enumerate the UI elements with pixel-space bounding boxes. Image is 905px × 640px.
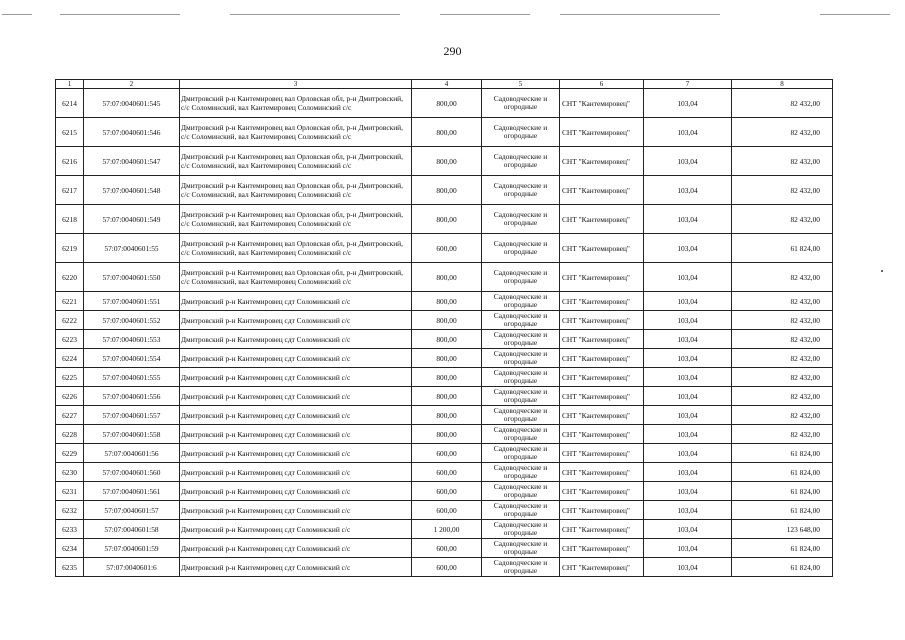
cadastral-number-cell: 57:07:0040601:546 — [84, 118, 180, 147]
table-row — [56, 539, 833, 558]
scan-dot — [881, 270, 883, 272]
rate-cell: 103,04 — [644, 349, 732, 368]
land-use-cell: Садоводческие и огородные — [482, 292, 560, 311]
column-header: 7 — [644, 80, 732, 89]
rate-cell: 103,04 — [644, 368, 732, 387]
land-use-cell: Садоводческие и огородные — [482, 482, 560, 501]
land-use-cell: Садоводческие и огородные — [482, 368, 560, 387]
table-row — [56, 234, 833, 263]
address-cell: Дмитровский р-н Кантемировец сдт Соломинский с/с — [180, 539, 412, 558]
cadastral-table — [55, 79, 833, 577]
land-use-cell: Садоводческие и огородные — [482, 205, 560, 234]
owner-cell: СНТ "Кантемировец" — [560, 368, 644, 387]
owner-cell: СНТ "Кантемировец" — [560, 482, 644, 501]
row-number-cell: 6233 — [56, 520, 84, 539]
cadastral-value-cell: 82 432,00 — [732, 311, 833, 330]
area-cell: 600,00 — [412, 234, 482, 263]
cadastral-number-cell: 57:07:0040601:561 — [84, 482, 180, 501]
rate-cell: 103,04 — [644, 118, 732, 147]
table-row — [56, 406, 833, 425]
cadastral-number-cell: 57:07:0040601:556 — [84, 387, 180, 406]
address-cell: Дмитровский р-н Кантемировец вал Орловская обл, р-н Дмитровский, с/с Соломинский, вал Кантемировец Соломинский с/с — [180, 118, 412, 147]
rate-cell: 103,04 — [644, 520, 732, 539]
cadastral-value-cell: 82 432,00 — [732, 330, 833, 349]
area-cell: 800,00 — [412, 147, 482, 176]
row-number-cell: 6226 — [56, 387, 84, 406]
table-row — [56, 368, 833, 387]
cadastral-number-cell: 57:07:0040601:558 — [84, 425, 180, 444]
rate-cell: 103,04 — [644, 406, 732, 425]
land-use-cell: Садоводческие и огородные — [482, 311, 560, 330]
owner-cell: СНТ "Кантемировец" — [560, 292, 644, 311]
scan-noise — [0, 14, 905, 20]
table-row — [56, 558, 833, 577]
row-number-cell: 6216 — [56, 147, 84, 176]
table-row — [56, 330, 833, 349]
address-cell: Дмитровский р-н Кантемировец сдт Соломинский с/с — [180, 482, 412, 501]
column-header: 3 — [180, 80, 412, 89]
row-number-cell: 6221 — [56, 292, 84, 311]
land-use-cell: Садоводческие и огородные — [482, 406, 560, 425]
cadastral-number-cell: 57:07:0040601:59 — [84, 539, 180, 558]
area-cell: 800,00 — [412, 349, 482, 368]
row-number-cell: 6222 — [56, 311, 84, 330]
owner-cell: СНТ "Кантемировец" — [560, 147, 644, 176]
area-cell: 800,00 — [412, 387, 482, 406]
area-cell: 600,00 — [412, 539, 482, 558]
cadastral-value-cell: 61 824,00 — [732, 558, 833, 577]
table-row — [56, 292, 833, 311]
land-use-cell: Садоводческие и огородные — [482, 444, 560, 463]
address-cell: Дмитровский р-н Кантемировец сдт Соломинский с/с — [180, 520, 412, 539]
owner-cell: СНТ "Кантемировец" — [560, 311, 644, 330]
column-header: 2 — [84, 80, 180, 89]
cadastral-number-cell: 57:07:0040601:552 — [84, 311, 180, 330]
table-row — [56, 89, 833, 118]
address-cell: Дмитровский р-н Кантемировец сдт Соломинский с/с — [180, 558, 412, 577]
table-row — [56, 520, 833, 539]
area-cell: 600,00 — [412, 444, 482, 463]
address-cell: Дмитровский р-н Кантемировец сдт Соломинский с/с — [180, 444, 412, 463]
cadastral-value-cell: 82 432,00 — [732, 118, 833, 147]
cadastral-value-cell: 82 432,00 — [732, 387, 833, 406]
cadastral-number-cell: 57:07:0040601:550 — [84, 263, 180, 292]
area-cell: 800,00 — [412, 368, 482, 387]
cadastral-value-cell: 82 432,00 — [732, 349, 833, 368]
column-header-row — [56, 80, 833, 89]
cadastral-number-cell: 57:07:0040601:560 — [84, 463, 180, 482]
row-number-cell: 6235 — [56, 558, 84, 577]
row-number-cell: 6219 — [56, 234, 84, 263]
area-cell: 600,00 — [412, 463, 482, 482]
row-number-cell: 6227 — [56, 406, 84, 425]
cadastral-number-cell: 57:07:0040601:548 — [84, 176, 180, 205]
table-row — [56, 482, 833, 501]
land-use-cell: Садоводческие и огородные — [482, 234, 560, 263]
area-cell: 600,00 — [412, 501, 482, 520]
address-cell: Дмитровский р-н Кантемировец сдт Соломинский с/с — [180, 368, 412, 387]
column-header: 1 — [56, 80, 84, 89]
row-number-cell: 6220 — [56, 263, 84, 292]
owner-cell: СНТ "Кантемировец" — [560, 118, 644, 147]
table-row — [56, 444, 833, 463]
rate-cell: 103,04 — [644, 387, 732, 406]
owner-cell: СНТ "Кантемировец" — [560, 176, 644, 205]
rate-cell: 103,04 — [644, 311, 732, 330]
table-row — [56, 263, 833, 292]
cadastral-number-cell: 57:07:0040601:56 — [84, 444, 180, 463]
address-cell: Дмитровский р-н Кантемировец сдт Соломинский с/с — [180, 501, 412, 520]
column-header: 8 — [732, 80, 833, 89]
land-use-cell: Садоводческие и огородные — [482, 118, 560, 147]
table-row — [56, 176, 833, 205]
area-cell: 800,00 — [412, 263, 482, 292]
area-cell: 600,00 — [412, 482, 482, 501]
table-row — [56, 118, 833, 147]
rate-cell: 103,04 — [644, 425, 732, 444]
area-cell: 800,00 — [412, 292, 482, 311]
cadastral-value-cell: 61 824,00 — [732, 444, 833, 463]
rate-cell: 103,04 — [644, 147, 732, 176]
row-number-cell: 6231 — [56, 482, 84, 501]
row-number-cell: 6215 — [56, 118, 84, 147]
address-cell: Дмитровский р-н Кантемировец вал Орловская обл, р-н Дмитровский, с/с Соломинский, вал Кантемировец Соломинский с/с — [180, 263, 412, 292]
address-cell: Дмитровский р-н Кантемировец вал Орловская обл, р-н Дмитровский, с/с Соломинский, вал Кантемировец Соломинский с/с — [180, 205, 412, 234]
cadastral-number-cell: 57:07:0040601:6 — [84, 558, 180, 577]
owner-cell: СНТ "Кантемировец" — [560, 463, 644, 482]
land-use-cell: Садоводческие и огородные — [482, 349, 560, 368]
cadastral-value-cell: 82 432,00 — [732, 292, 833, 311]
cadastral-number-cell: 57:07:0040601:549 — [84, 205, 180, 234]
table-row — [56, 425, 833, 444]
land-use-cell: Садоводческие и огородные — [482, 501, 560, 520]
land-use-cell: Садоводческие и огородные — [482, 147, 560, 176]
owner-cell: СНТ "Кантемировец" — [560, 330, 644, 349]
land-use-cell: Садоводческие и огородные — [482, 463, 560, 482]
row-number-cell: 6225 — [56, 368, 84, 387]
address-cell: Дмитровский р-н Кантемировец вал Орловская обл, р-н Дмитровский, с/с Соломинский, вал Кантемировец Соломинский с/с — [180, 147, 412, 176]
cadastral-value-cell: 61 824,00 — [732, 539, 833, 558]
row-number-cell: 6230 — [56, 463, 84, 482]
address-cell: Дмитровский р-н Кантемировец вал Орловская обл, р-н Дмитровский, с/с Соломинский, вал Кантемировец Соломинский с/с — [180, 176, 412, 205]
rate-cell: 103,04 — [644, 292, 732, 311]
land-use-cell: Садоводческие и огородные — [482, 89, 560, 118]
land-use-cell: Садоводческие и огородные — [482, 425, 560, 444]
table-row — [56, 501, 833, 520]
area-cell: 1 200,00 — [412, 520, 482, 539]
cadastral-number-cell: 57:07:0040601:551 — [84, 292, 180, 311]
owner-cell: СНТ "Кантемировец" — [560, 425, 644, 444]
area-cell: 800,00 — [412, 330, 482, 349]
address-cell: Дмитровский р-н Кантемировец сдт Соломинский с/с — [180, 330, 412, 349]
column-header: 6 — [560, 80, 644, 89]
owner-cell: СНТ "Кантемировец" — [560, 89, 644, 118]
owner-cell: СНТ "Кантемировец" — [560, 539, 644, 558]
cadastral-value-cell: 82 432,00 — [732, 263, 833, 292]
rate-cell: 103,04 — [644, 234, 732, 263]
land-use-cell: Садоводческие и огородные — [482, 263, 560, 292]
area-cell: 800,00 — [412, 406, 482, 425]
rate-cell: 103,04 — [644, 539, 732, 558]
area-cell: 800,00 — [412, 425, 482, 444]
rate-cell: 103,04 — [644, 482, 732, 501]
row-number-cell: 6223 — [56, 330, 84, 349]
cadastral-value-cell: 82 432,00 — [732, 176, 833, 205]
cadastral-value-cell: 61 824,00 — [732, 501, 833, 520]
owner-cell: СНТ "Кантемировец" — [560, 520, 644, 539]
owner-cell: СНТ "Кантемировец" — [560, 501, 644, 520]
cadastral-number-cell: 57:07:0040601:58 — [84, 520, 180, 539]
cadastral-number-cell: 57:07:0040601:545 — [84, 89, 180, 118]
rate-cell: 103,04 — [644, 205, 732, 234]
row-number-cell: 6234 — [56, 539, 84, 558]
cadastral-value-cell: 82 432,00 — [732, 406, 833, 425]
table-row — [56, 205, 833, 234]
row-number-cell: 6228 — [56, 425, 84, 444]
rate-cell: 103,04 — [644, 89, 732, 118]
cadastral-value-cell: 82 432,00 — [732, 368, 833, 387]
area-cell: 800,00 — [412, 205, 482, 234]
cadastral-value-cell: 82 432,00 — [732, 147, 833, 176]
area-cell: 600,00 — [412, 558, 482, 577]
rate-cell: 103,04 — [644, 501, 732, 520]
rate-cell: 103,04 — [644, 558, 732, 577]
rate-cell: 103,04 — [644, 176, 732, 205]
cadastral-value-cell: 82 432,00 — [732, 425, 833, 444]
land-use-cell: Садоводческие и огородные — [482, 387, 560, 406]
owner-cell: СНТ "Кантемировец" — [560, 349, 644, 368]
rate-cell: 103,04 — [644, 444, 732, 463]
cadastral-value-cell: 82 432,00 — [732, 205, 833, 234]
column-header: 4 — [412, 80, 482, 89]
row-number-cell: 6224 — [56, 349, 84, 368]
cadastral-number-cell: 57:07:0040601:554 — [84, 349, 180, 368]
cadastral-value-cell: 61 824,00 — [732, 234, 833, 263]
cadastral-value-cell: 123 648,00 — [732, 520, 833, 539]
rate-cell: 103,04 — [644, 263, 732, 292]
cadastral-number-cell: 57:07:0040601:553 — [84, 330, 180, 349]
address-cell: Дмитровский р-н Кантемировец сдт Соломинский с/с — [180, 311, 412, 330]
page-number: 290 — [443, 44, 462, 58]
owner-cell: СНТ "Кантемировец" — [560, 263, 644, 292]
owner-cell: СНТ "Кантемировец" — [560, 205, 644, 234]
area-cell: 800,00 — [412, 118, 482, 147]
cadastral-number-cell: 57:07:0040601:555 — [84, 368, 180, 387]
address-cell: Дмитровский р-н Кантемировец сдт Соломинский с/с — [180, 292, 412, 311]
row-number-cell: 6218 — [56, 205, 84, 234]
address-cell: Дмитровский р-н Кантемировец сдт Соломинский с/с — [180, 349, 412, 368]
owner-cell: СНТ "Кантемировец" — [560, 444, 644, 463]
cadastral-number-cell: 57:07:0040601:547 — [84, 147, 180, 176]
rate-cell: 103,04 — [644, 463, 732, 482]
land-use-cell: Садоводческие и огородные — [482, 539, 560, 558]
land-use-cell: Садоводческие и огородные — [482, 176, 560, 205]
cadastral-number-cell: 57:07:0040601:57 — [84, 501, 180, 520]
row-number-cell: 6217 — [56, 176, 84, 205]
land-use-cell: Садоводческие и огородные — [482, 520, 560, 539]
table-row — [56, 463, 833, 482]
address-cell: Дмитровский р-н Кантемировец сдт Соломинский с/с — [180, 463, 412, 482]
cadastral-number-cell: 57:07:0040601:55 — [84, 234, 180, 263]
address-cell: Дмитровский р-н Кантемировец вал Орловская обл, р-н Дмитровский, с/с Соломинский, вал Кантемировец Соломинский с/с — [180, 234, 412, 263]
table-row — [56, 349, 833, 368]
address-cell: Дмитровский р-н Кантемировец вал Орловская обл, р-н Дмитровский, с/с Соломинский, вал Кантемировец Соломинский с/с — [180, 89, 412, 118]
owner-cell: СНТ "Кантемировец" — [560, 406, 644, 425]
table-row — [56, 387, 833, 406]
address-cell: Дмитровский р-н Кантемировец сдт Соломинский с/с — [180, 425, 412, 444]
land-use-cell: Садоводческие и огородные — [482, 330, 560, 349]
rate-cell: 103,04 — [644, 330, 732, 349]
owner-cell: СНТ "Кантемировец" — [560, 234, 644, 263]
area-cell: 800,00 — [412, 311, 482, 330]
cadastral-value-cell: 82 432,00 — [732, 89, 833, 118]
table-row — [56, 147, 833, 176]
area-cell: 800,00 — [412, 89, 482, 118]
cadastral-value-cell: 61 824,00 — [732, 463, 833, 482]
row-number-cell: 6214 — [56, 89, 84, 118]
row-number-cell: 6229 — [56, 444, 84, 463]
table-row — [56, 311, 833, 330]
cadastral-number-cell: 57:07:0040601:557 — [84, 406, 180, 425]
area-cell: 800,00 — [412, 176, 482, 205]
cadastral-value-cell: 61 824,00 — [732, 482, 833, 501]
owner-cell: СНТ "Кантемировец" — [560, 387, 644, 406]
land-use-cell: Садоводческие и огородные — [482, 558, 560, 577]
column-header: 5 — [482, 80, 560, 89]
address-cell: Дмитровский р-н Кантемировец сдт Соломинский с/с — [180, 406, 412, 425]
row-number-cell: 6232 — [56, 501, 84, 520]
owner-cell: СНТ "Кантемировец" — [560, 558, 644, 577]
address-cell: Дмитровский р-н Кантемировец сдт Соломинский с/с — [180, 387, 412, 406]
